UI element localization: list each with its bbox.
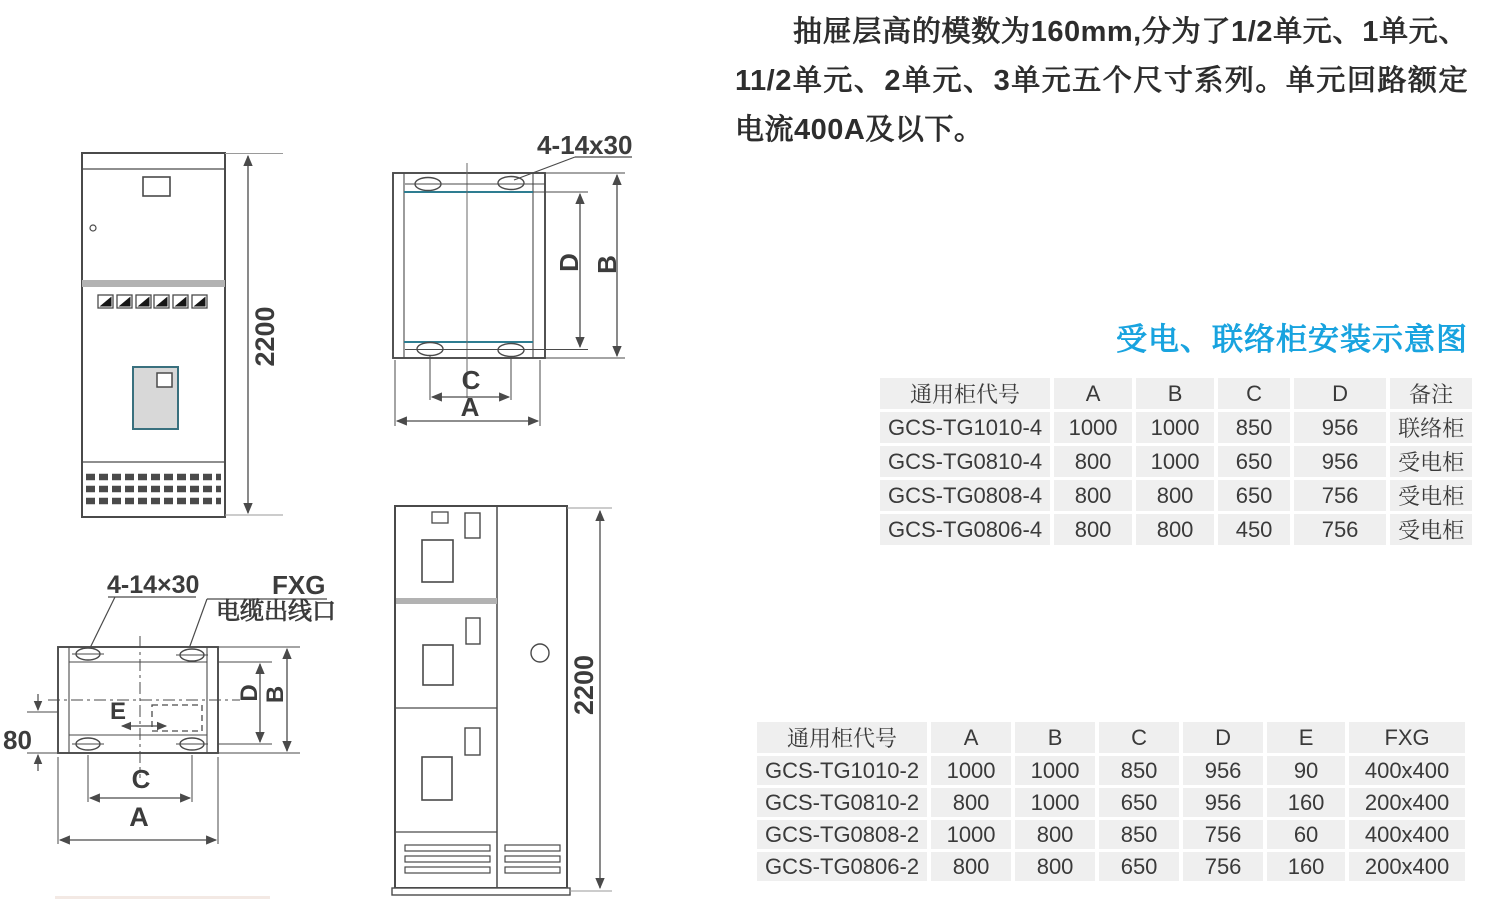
table-cell: 850 <box>1099 820 1179 849</box>
table-cell: 1000 <box>1136 446 1214 477</box>
dim-label-C: C <box>461 365 481 395</box>
dim-label-height: 2200 <box>569 654 599 716</box>
table-cell: 650 <box>1099 852 1179 881</box>
dim-label-height: 2200 <box>250 306 280 367</box>
table-header-cell: E <box>1267 722 1345 753</box>
table-cell: 1000 <box>931 756 1011 785</box>
table-cell: 联络柜 <box>1390 412 1472 443</box>
table-cell: 450 <box>1218 514 1290 545</box>
plan-view-top-drawing <box>393 157 632 426</box>
cable-outlet-label: 电缆出线口 <box>216 598 336 625</box>
intro-paragraph: 抽屉层高的模数为160mm,分为了1/2单元、1单元、11/2单元、2单元、3单元五个尺寸系列。单元回路额定电流400A及以下。 <box>735 16 1468 146</box>
table-header-cell: 通用柜代号 <box>880 378 1050 409</box>
dim-label-D: D <box>236 684 263 702</box>
table-cell: 800 <box>1054 514 1132 545</box>
table-cell: 1000 <box>931 820 1011 849</box>
table-cell: GCS-TG0808-4 <box>880 480 1050 511</box>
table-cell: 400x400 <box>1349 820 1465 849</box>
table-row <box>757 788 1465 817</box>
table-row <box>757 852 1465 881</box>
table-header-cell: B <box>1015 722 1095 753</box>
table-cell: 160 <box>1267 852 1345 881</box>
table-header-cell: A <box>931 722 1011 753</box>
table-row <box>757 756 1465 785</box>
table-header-cell: FXG <box>1349 722 1465 753</box>
table-cell: 650 <box>1099 788 1179 817</box>
table-cell: 756 <box>1183 820 1263 849</box>
spec-table-receiving-cabinet-4 <box>876 375 1476 548</box>
table-cell: 800 <box>1054 446 1132 477</box>
dim-label-C: C <box>131 764 151 794</box>
table-cell: 650 <box>1218 446 1290 477</box>
table-row <box>880 514 1472 545</box>
table-cell: 850 <box>1218 412 1290 443</box>
dim-label-A: A <box>129 802 149 832</box>
table-header-cell: D <box>1294 378 1386 409</box>
table-header-cell: B <box>1136 378 1214 409</box>
dim-label-80: 80 <box>3 725 32 755</box>
dim-label-B: B <box>262 685 289 704</box>
table-row <box>880 480 1472 511</box>
table-cell: 200x400 <box>1349 788 1465 817</box>
dim-label-holes-bottom: 4-14×30 <box>107 571 200 599</box>
table-cell: 800 <box>1015 820 1095 849</box>
dim-label-holes-top: 4-14x30 <box>537 130 633 160</box>
table-header-cell: D <box>1183 722 1263 753</box>
table-header-row <box>880 378 1472 409</box>
table-cell: 800 <box>931 788 1011 817</box>
vent-grille <box>405 845 560 873</box>
table-cell: 756 <box>1294 480 1386 511</box>
table-cell: 90 <box>1267 756 1345 785</box>
dim-label-B: B <box>592 255 622 274</box>
table-cell: GCS-TG0808-2 <box>757 820 927 849</box>
table-row <box>880 412 1472 443</box>
table-cell: 200x400 <box>1349 852 1465 881</box>
table-row <box>880 446 1472 477</box>
dim-label-D: D <box>554 253 584 272</box>
table-cell: GCS-TG0806-2 <box>757 852 927 881</box>
spec-table-receiving-cabinet-2 <box>753 719 1469 884</box>
scan-artifact <box>55 896 270 899</box>
table-cell: 受电柜 <box>1390 514 1472 545</box>
table-cell: 800 <box>1015 852 1095 881</box>
table-cell: GCS-TG0806-4 <box>880 514 1050 545</box>
table-row <box>757 820 1465 849</box>
table-header-cell: 通用柜代号 <box>757 722 927 753</box>
table-cell: GCS-TG1010-2 <box>757 756 927 785</box>
table-cell: 1000 <box>1015 756 1095 785</box>
table-cell: 受电柜 <box>1390 446 1472 477</box>
dim-label-E: E <box>110 698 127 725</box>
table-cell: 850 <box>1099 756 1179 785</box>
table-cell: 800 <box>1054 480 1132 511</box>
table-cell: 160 <box>1267 788 1345 817</box>
table-header-cell: A <box>1054 378 1132 409</box>
table-cell: 受电柜 <box>1390 480 1472 511</box>
section-title: 受电、联络柜安装示意图 <box>1116 322 1468 357</box>
table-cell: 956 <box>1183 756 1263 785</box>
dim-label-A: A <box>460 392 480 422</box>
table-header-row <box>757 722 1465 753</box>
table-cell: 800 <box>931 852 1011 881</box>
table-header-cell: C <box>1218 378 1290 409</box>
table-cell: 1000 <box>1136 412 1214 443</box>
table-cell: 800 <box>1136 480 1214 511</box>
table-cell: 800 <box>1136 514 1214 545</box>
table-header-cell: C <box>1099 722 1179 753</box>
table-cell: GCS-TG1010-4 <box>880 412 1050 443</box>
table-cell: 1000 <box>1015 788 1095 817</box>
table-cell: 756 <box>1183 852 1263 881</box>
table-cell: GCS-TG0810-4 <box>880 446 1050 477</box>
table-cell: 1000 <box>1054 412 1132 443</box>
table-cell: 956 <box>1183 788 1263 817</box>
table-cell: 650 <box>1218 480 1290 511</box>
table-cell: 756 <box>1294 514 1386 545</box>
table-cell: 400x400 <box>1349 756 1465 785</box>
table-cell: 60 <box>1267 820 1345 849</box>
table-cell: GCS-TG0810-2 <box>757 788 927 817</box>
table-cell: 956 <box>1294 446 1386 477</box>
table-cell: 956 <box>1294 412 1386 443</box>
table-header-cell: 备注 <box>1390 378 1472 409</box>
dim-label-fxg: FXG <box>272 570 326 600</box>
